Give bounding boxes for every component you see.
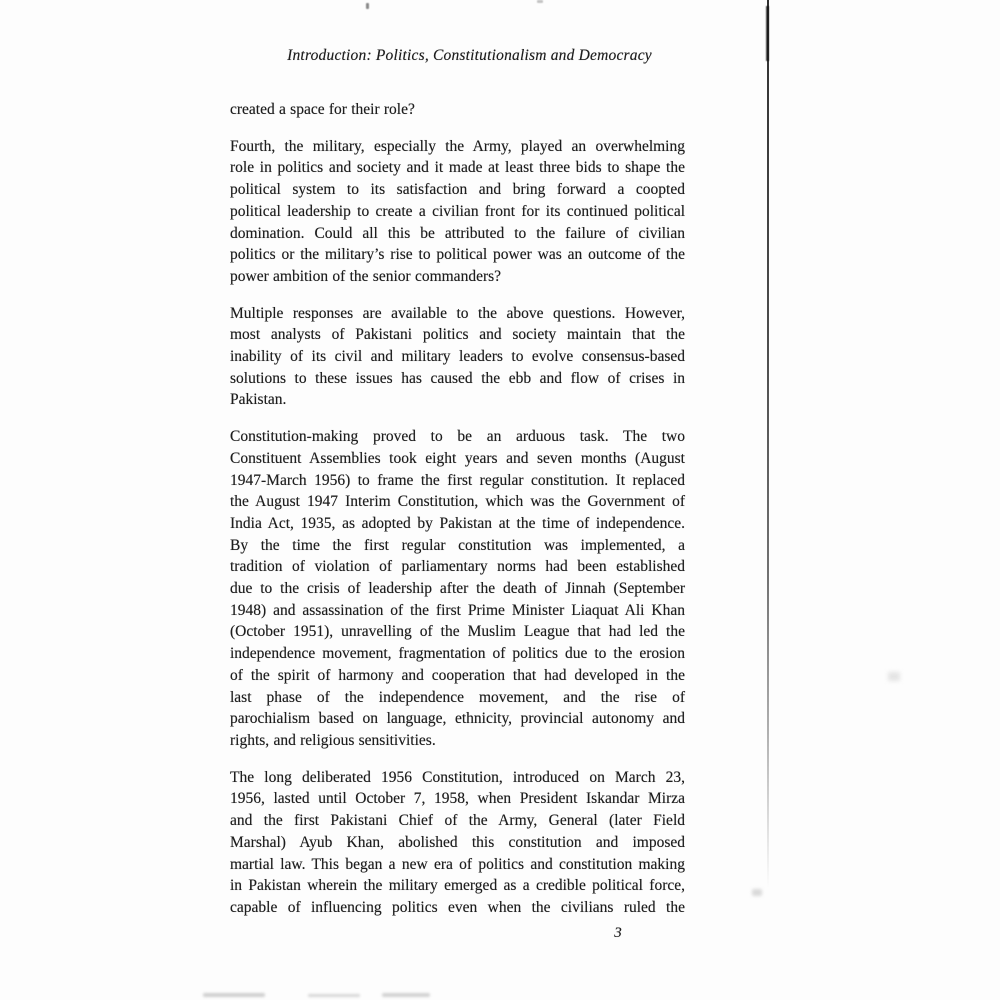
text-line: capable of influencing politics even when the civilians ruled the: [230, 898, 685, 916]
text-line: role in politics and society and it made at least three bids to shape the: [230, 159, 685, 177]
text-line: in Pakistan wherein the military emerged as a credible political force,: [230, 877, 685, 895]
text-line: 1948) and assassination of the first Prime Minister Liaquat Ali Khan: [230, 601, 685, 619]
page-gutter-shadow-line-top: [766, 6, 769, 61]
text-line: inability of its civil and military leaders to evolve consensus-based: [230, 348, 685, 366]
scan-smudge: [752, 889, 762, 896]
text-line: tradition of violation of parliamentary norms had been established: [230, 558, 685, 576]
text-line: the August 1947 Interim Constitution, which was the Government of: [230, 493, 685, 511]
text-line: The long deliberated 1956 Constitution, introduced on March 23,: [230, 768, 685, 786]
page-body-text: [230, 99, 685, 934]
paragraph: [230, 426, 685, 752]
text-line: political leadership to create a civilian front for its continued political: [230, 202, 685, 220]
text-line: created a space for their role?: [230, 101, 415, 118]
text-line: Pakistan.: [230, 391, 287, 409]
text-line: due to the crisis of leadership after the death of Jinnah (September: [230, 580, 685, 598]
page-number: 3: [614, 925, 622, 941]
paragraph: [230, 136, 685, 288]
paragraph: [230, 767, 685, 919]
running-header: Introduction: Politics, Constitutionalism and Democracy: [287, 47, 652, 64]
text-line: rights, and religious sensitivities.: [230, 731, 436, 749]
scan-speck: [366, 3, 369, 9]
text-line: 1947-March 1956) to frame the first regular constitution. It replaced: [230, 471, 685, 489]
text-line: solutions to these issues has caused the ebb and flow of crises in: [230, 369, 685, 387]
bottom-page-edge-smudge: [308, 994, 360, 997]
bottom-page-edge-smudge: [382, 993, 430, 997]
scan-smudge: [888, 672, 900, 681]
text-line: India Act, 1935, as adopted by Pakistan at the time of independence.: [230, 514, 685, 532]
text-line: martial law. This began a new era of politics and constitution making: [230, 855, 685, 873]
text-line: Fourth, the military, especially the Army, played an overwhelming: [230, 137, 685, 155]
text-line: parochialism based on language, ethnicity, provincial autonomy and: [230, 710, 685, 728]
text-line: Constitution-making proved to be an arduous task. The two: [230, 428, 685, 446]
text-line: domination. Could all this be attributed to the failure of civilian: [230, 224, 685, 242]
text-line: political system to its satisfaction and bring forward a coopted: [230, 181, 685, 199]
text-line: most analysts of Pakistani politics and society maintain that the: [230, 326, 685, 344]
text-line: power ambition of the senior commanders?: [230, 267, 502, 285]
text-line: Marshal) Ayub Khan, abolished this constitution and imposed: [230, 833, 685, 851]
text-line: of the spirit of harmony and cooperation that had developed in the: [230, 666, 685, 684]
scan-speck: [537, 0, 543, 3]
bottom-page-edge-smudge: [203, 993, 265, 997]
text-line: (October 1951), unravelling of the Muslim League that had led the: [230, 623, 685, 641]
text-line: Constituent Assemblies took eight years and seven months (August: [230, 449, 685, 467]
paragraph: [230, 99, 685, 121]
text-line: and the first Pakistani Chief of the Army, General (later Field: [230, 812, 685, 830]
page-gutter-shadow-line: [767, 0, 769, 888]
text-line: politics or the military’s rise to political power was an outcome of the: [230, 246, 685, 264]
text-line: By the time the first regular constitution was implemented, a: [230, 536, 685, 554]
text-line: last phase of the independence movement, and the rise of: [230, 688, 685, 706]
text-line: independence movement, fragmentation of politics due to the erosion: [230, 645, 685, 663]
text-line: Multiple responses are available to the above questions. However,: [230, 304, 685, 322]
paragraph: [230, 303, 685, 412]
text-line: 1956, lasted until October 7, 1958, when President Iskandar Mirza: [230, 790, 685, 808]
